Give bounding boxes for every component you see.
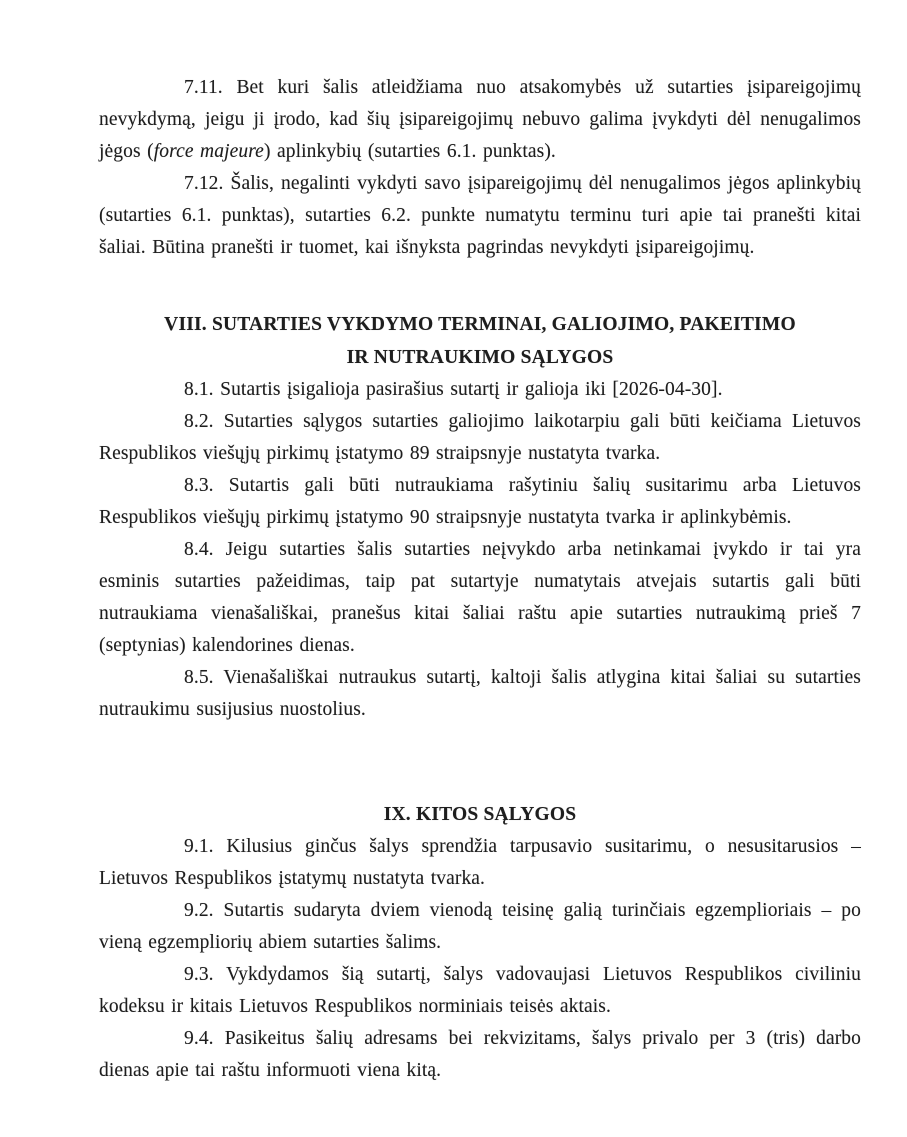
- document-content: [99, 72, 861, 1087]
- paragraph-8-1: 8.1. Sutartis įsigalioja pasirašius sutartį ir galioja iki [2026-04-30].: [184, 379, 723, 400]
- paragraph-8-4: 8.4. Jeigu sutarties šalis sutarties neįvykdo arba netinkamai įvykdo ir tai yra esminis sutarties pažeidimas, taip pat sutartyje numatytais atvejais sutartis gali būti nutraukiama vienašališkai, pranešus kitai šaliai raštu apie sutarties nutraukimą prieš 7 (septynias) kalendorines dienas.: [99, 539, 861, 656]
- paragraph-7-12: 7.12. Šalis, negalinti vykdyti savo įsipareigojimų dėl nenugalimos jėgos aplinkybių (sutarties 6.1. punktas), sutarties 6.2. punkte numatytu terminu turi apie tai pranešti kitai šaliai. Būtina pranešti ir tuomet, kai išnyksta pagrindas nevykdyti įsipareigojimų.: [99, 173, 861, 258]
- paragraph-7-11: [99, 72, 861, 168]
- paragraph-9-4: 9.4. Pasikeitus šalių adresams bei rekvizitams, šalys privalo per 3 (tris) darbo dienas apie tai raštu informuoti viena kitą.: [99, 1028, 861, 1081]
- section-heading-viii-line2: IR NUTRAUKIMO SĄLYGOS: [346, 347, 614, 368]
- paragraph-8-2: 8.2. Sutarties sąlygos sutarties galiojimo laikotarpiu gali būti keičiama Lietuvos Respublikos viešųjų pirkimų įstatymo 89 straipsnyje nustatyta tvarka.: [99, 411, 861, 464]
- paragraph-7-11-text: 7.11. Bet kuri šalis atleidžiama nuo atsakomybės už sutarties įsipareigojimų nevykdymą, jeigu ji įrodo, kad šių įsipareigojimų nebuvo galima įvykdyti dėl nenugalimos jėgos (: [99, 77, 861, 162]
- paragraph-9-1: 9.1. Kilusius ginčus šalys sprendžia tarpusavio susitarimu, o nesusitarusios – Lietuvos Respublikos įstatymų nustatyta tvarka.: [99, 836, 861, 889]
- paragraph-9-2: 9.2. Sutartis sudaryta dviem vienodą teisinę galią turinčiais egzemplioriais – po vieną egzempliorių abiem sutarties šalims.: [99, 900, 861, 953]
- section-heading-viii-line1: VIII. SUTARTIES VYKDYMO TERMINAI, GALIOJIMO, PAKEITIMO: [164, 314, 796, 335]
- paragraph-7-11-text-after: ) aplinkybių (sutarties 6.1. punktas).: [263, 141, 556, 162]
- paragraph-8-5: 8.5. Vienašališkai nutraukus sutartį, kaltoji šalis atlygina kitai šaliai su sutarties nutraukimu susijusius nuostolius.: [99, 667, 861, 720]
- force-majeure-italic-term: force majeure: [153, 141, 264, 162]
- paragraph-9-3: 9.3. Vykdydamos šią sutartį, šalys vadovaujasi Lietuvos Respublikos civiliniu kodeksu ir kitais Lietuvos Respublikos norminiais teisės aktais.: [99, 964, 861, 1017]
- section-heading-viii: [99, 308, 861, 374]
- paragraph-8-3: 8.3. Sutartis gali būti nutraukiama rašytiniu šalių susitarimu arba Lietuvos Respublikos viešųjų pirkimų įstatymo 90 straipsnyje nustatyta tvarka ir aplinkybėmis.: [99, 475, 861, 528]
- section-heading-ix: IX. KITOS SĄLYGOS: [383, 804, 577, 825]
